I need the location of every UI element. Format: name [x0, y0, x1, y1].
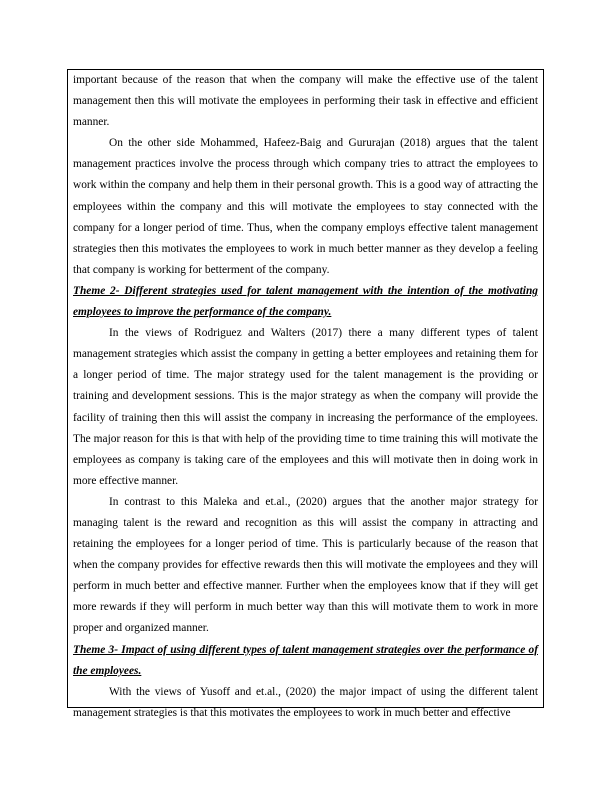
paragraph-yusoff-impact: With the views of Yusoff and et.al., (2020) the major impact of using the different talent management strategies is that this motivates the employees to work in much better and effective — [73, 685, 538, 719]
paragraph-continuation: important because of the reason that when the company will make the effective use of the talent management then this will motivate the employees in performing their task in effective and efficient manner. — [73, 74, 538, 129]
paragraph-mohammed-talent-practices: On the other side Mohammed, Hafeez-Baig and Gururajan (2018) argues that the talent management practices involve the process through which company tries to attract the employees to work within the company and help them in their personal growth. This is a good way of attracting the employees within the company and this will motivate the employees to stay connected with the company for a longer period of time. Thus, when the company employs effective talent management strategies then this motivates the employees to work in much better manner as they develop a feeling that company is working for betterment of the company. — [73, 137, 538, 276]
document-text-frame — [67, 69, 544, 719]
theme-2-heading: Theme 2- Different strategies used for talent management with the intention of the motivating employees to improve the performance of the company. — [73, 284, 538, 319]
paragraph-maleka-rewards: In contrast to this Maleka and et.al., (2020) argues that the another major strategy for managing talent is the reward and recognition as this will assist the company in attracting and retaining the employees for a longer period of time. This is particularly because of the reason that when the company provides for effective rewards then this will motivate the employees and they will perform in much better and effective manner. Further when the employees know that if they will get more rewards if they will perform in much better way than this will motivate them to work in more proper and organized manner. — [73, 495, 538, 635]
theme-3-heading: Theme 3- Impact of using different types of talent management strategies over the performance of the employees. — [73, 643, 538, 677]
paragraph-rodriguez-walters: In the views of Rodriguez and Walters (2017) there a many different types of talent management strategies which assist the company in getting a better employees and retaining them for a longer period of time. The major strategy used for the talent management is the providing or training and development sessions. This is the major strategy as when the company will provide the facility of training then this will assist the company in increasing the performance of the employees. The major reason for this is that with help of the providing time to time training this will motivate the employees as company is taking care of the employees and this will motivate then in doing work in more effective manner. — [73, 327, 538, 487]
